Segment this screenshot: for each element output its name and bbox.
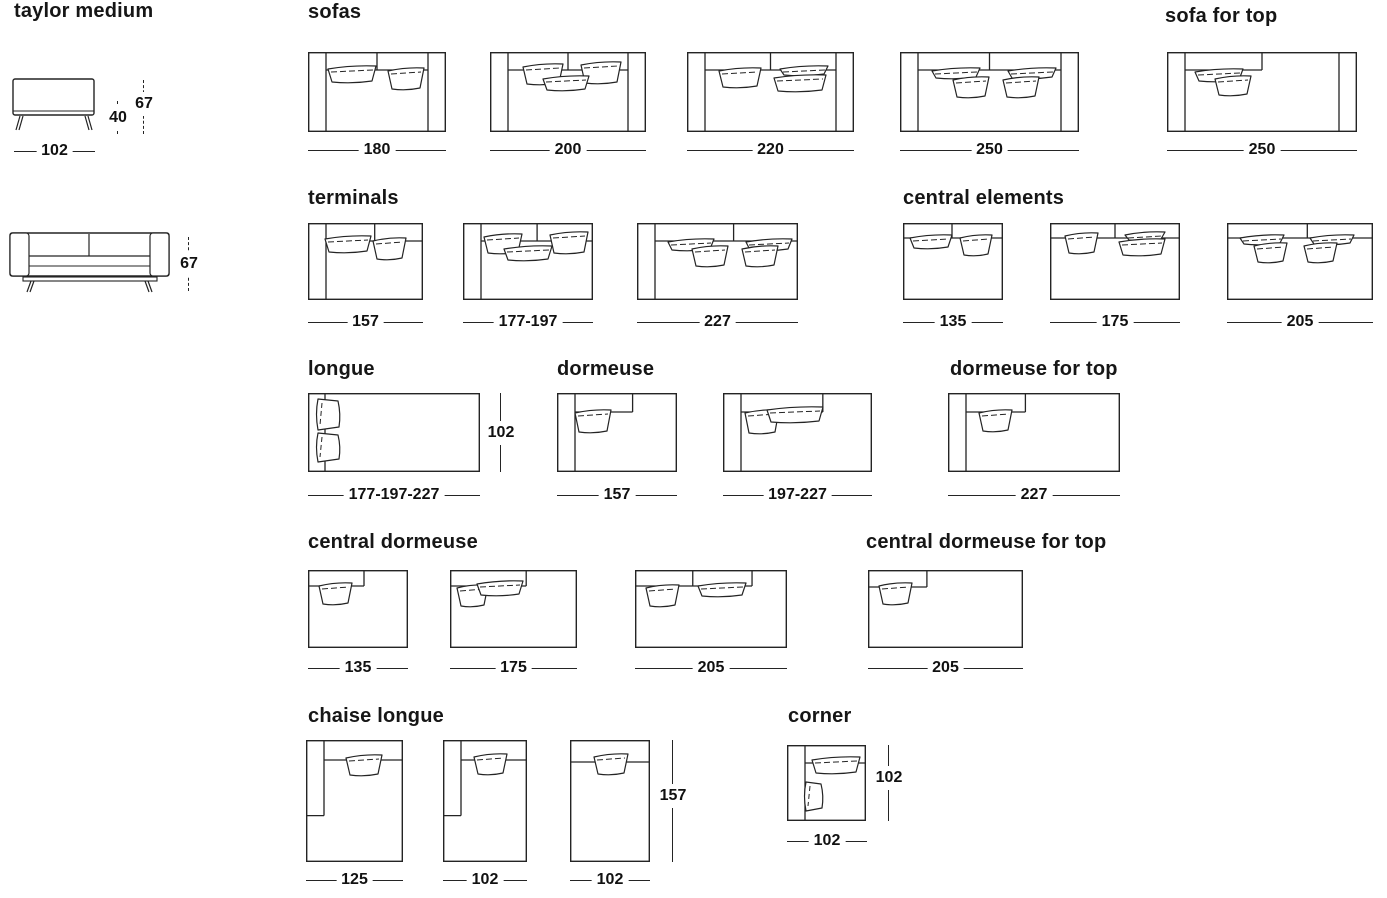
dim-value: 135 — [935, 313, 972, 331]
dim-value: 177-197-227 — [344, 486, 445, 504]
dimension-corner-102 — [787, 832, 867, 849]
dimension-central-dormeuse-for-top-205 — [868, 659, 1023, 676]
dim-value: 125 — [336, 871, 373, 889]
plan-sofa-250 — [900, 52, 1079, 132]
dimension-central-dormeuse-205 — [635, 659, 787, 676]
dim-value: 250 — [1244, 141, 1281, 159]
plan-chaise-longue-102a — [443, 740, 527, 862]
total-height-dimension — [135, 80, 153, 134]
plan-dormeuse-157 — [557, 393, 677, 472]
plan-chaise-longue-125 — [306, 740, 403, 862]
section-title-terminals: terminals — [308, 187, 399, 209]
dim-value: 40 — [107, 106, 129, 130]
section-title-longue: longue — [308, 358, 375, 380]
dimension-chaise-125 — [306, 871, 403, 888]
plan-sofa-for-top-250 — [1167, 52, 1357, 132]
section-title-chaise-longue: chaise longue — [308, 705, 444, 727]
dimension-sofa-180 — [308, 141, 446, 158]
dim-value: 227 — [699, 313, 736, 331]
dim-value: 200 — [550, 141, 587, 159]
longue-depth-dimension — [487, 393, 515, 472]
plan-sofa-200 — [490, 52, 646, 132]
dim-value: 67 — [178, 252, 200, 276]
dimension-central-dormeuse-135 — [308, 659, 408, 676]
dim-value: 135 — [340, 659, 377, 677]
sofa-front-view-drawing — [9, 232, 175, 294]
chaise-length-dimension — [659, 740, 687, 862]
dimension-dormeuse-157 — [557, 486, 677, 503]
section-title-central-dormeuse: central dormeuse — [308, 531, 478, 553]
plan-corner-102 — [787, 745, 866, 821]
section-title-central-dormeuse-for-top: central dormeuse for top — [866, 531, 1107, 553]
section-title-sofa-for-top: sofa for top — [1165, 5, 1278, 27]
dim-value: 157 — [658, 784, 689, 808]
dim-value: 205 — [927, 659, 964, 677]
section-title-dormeuse-for-top: dormeuse for top — [950, 358, 1118, 380]
dimension-chaise-102b — [570, 871, 650, 888]
plan-dormeuse-for-top-227 — [948, 393, 1120, 472]
dimension-terminal-157 — [308, 313, 423, 330]
dim-value: 250 — [971, 141, 1008, 159]
corner-depth-dimension — [875, 745, 903, 821]
dim-value: 102 — [874, 766, 905, 790]
plan-terminal-177-197 — [463, 223, 593, 300]
dimension-dormeuse-for-top-227 — [948, 486, 1120, 503]
dimension-terminal-227 — [637, 313, 798, 330]
dimension-terminal-177-197 — [463, 313, 593, 330]
seat-depth-dimension — [14, 142, 95, 159]
sofa-front-view — [9, 232, 175, 299]
dim-value: 175 — [495, 659, 532, 677]
dim-value: 205 — [1282, 313, 1319, 331]
dimension-dormeuse-197-227 — [723, 486, 872, 503]
dim-value: 102 — [809, 832, 846, 850]
plan-central-element-205 — [1227, 223, 1373, 300]
dim-value: 102 — [486, 421, 517, 445]
section-title-dormeuse: dormeuse — [557, 358, 655, 380]
plan-central-element-175 — [1050, 223, 1180, 300]
plan-sofa-180 — [308, 52, 446, 132]
seat-height-dimension — [109, 101, 127, 134]
dim-value: 205 — [693, 659, 730, 677]
section-title-corner: corner — [788, 705, 852, 727]
dim-value: 157 — [599, 486, 636, 504]
dim-value: 102 — [592, 871, 629, 889]
seat-side-view-drawing — [12, 78, 96, 134]
section-title-sofas: sofas — [308, 1, 362, 23]
plan-central-dormeuse-175 — [450, 570, 577, 648]
dimension-sofa-250 — [900, 141, 1079, 158]
plan-central-dormeuse-135 — [308, 570, 408, 648]
plan-terminal-157 — [308, 223, 423, 300]
dim-value: 102 — [467, 871, 504, 889]
dimension-central-dormeuse-175 — [450, 659, 577, 676]
section-title-central-elements: central elements — [903, 187, 1065, 209]
dim-value: 180 — [359, 141, 396, 159]
plan-longue — [308, 393, 480, 472]
dim-value: 102 — [36, 142, 73, 160]
page-title: taylor medium — [14, 0, 154, 22]
dimension-sofa-220 — [687, 141, 854, 158]
dim-value: 67 — [133, 92, 155, 116]
plan-dormeuse-197-227 — [723, 393, 872, 472]
dim-value: 197-227 — [763, 486, 832, 504]
dim-value: 175 — [1097, 313, 1134, 331]
seat-side-view — [12, 78, 96, 139]
plan-chaise-longue-102b — [570, 740, 650, 862]
plan-sofa-220 — [687, 52, 854, 132]
front-height-dimension — [180, 237, 198, 291]
dimension-central-element-175 — [1050, 313, 1180, 330]
dim-value: 177-197 — [494, 313, 563, 331]
dimension-sofa-200 — [490, 141, 646, 158]
plan-terminal-227 — [637, 223, 798, 300]
dim-value: 220 — [752, 141, 789, 159]
plan-central-element-135 — [903, 223, 1003, 300]
plan-central-dormeuse-for-top-205 — [868, 570, 1023, 648]
dimension-chaise-102a — [443, 871, 527, 888]
dimension-longue — [308, 486, 480, 503]
dim-value: 157 — [347, 313, 384, 331]
dimension-central-element-135 — [903, 313, 1003, 330]
dimension-sofa-for-top-250 — [1167, 141, 1357, 158]
dim-value: 227 — [1016, 486, 1053, 504]
dimension-central-element-205 — [1227, 313, 1373, 330]
plan-central-dormeuse-205 — [635, 570, 787, 648]
